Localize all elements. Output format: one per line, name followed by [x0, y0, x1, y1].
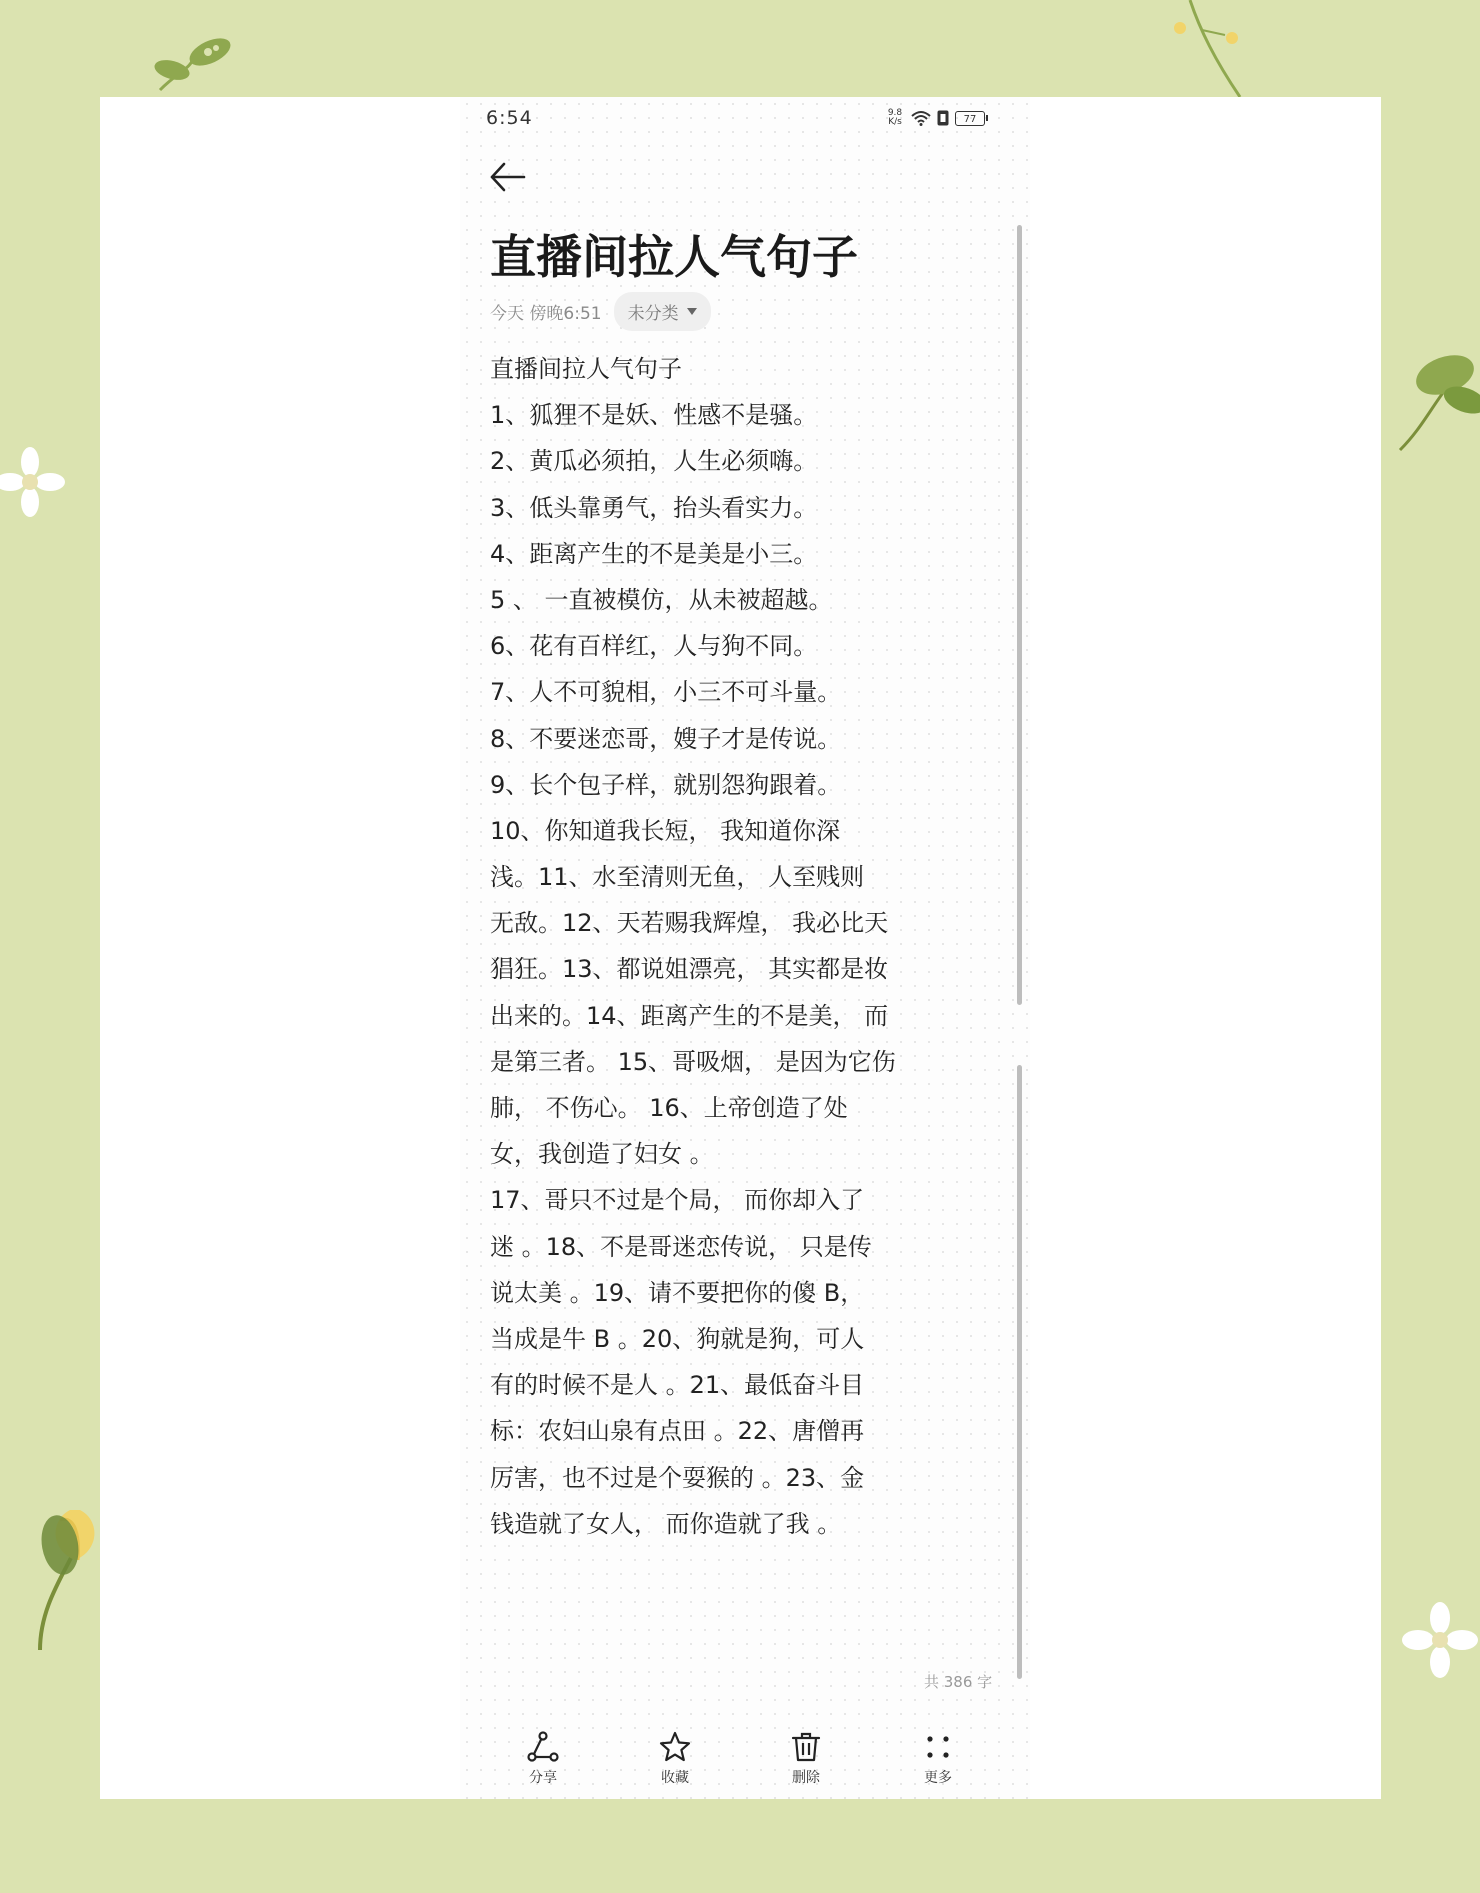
note-timestamp: 今天 傍晚6:51 — [490, 304, 602, 324]
delete-label: 删除 — [792, 1770, 820, 1786]
note-meta — [490, 292, 711, 331]
note-line: 出来的。14、距离产生的不是美， 而 — [490, 1001, 889, 1030]
note-line: 钱造就了女人， 而你造就了我 。 — [490, 1509, 842, 1538]
more-label: 更多 — [924, 1770, 952, 1786]
share-button[interactable] — [508, 1729, 578, 1787]
trash-icon — [788, 1729, 824, 1765]
favorite-button[interactable] — [640, 1729, 710, 1787]
note-line: 标：农妇山泉有点田 。22、唐僧再 — [490, 1417, 865, 1446]
share-icon — [525, 1729, 561, 1765]
note-line: 肺， 不伤心。 16、上帝创造了处 — [490, 1094, 848, 1122]
note-line: 说太美 。19、请不要把你的傻 B， — [490, 1278, 865, 1307]
note-line: 2、黄瓜必须拍，人生必须嗨。 — [490, 447, 818, 476]
note-line: 厉害，也不过是个耍猴的 。23、金 — [490, 1463, 865, 1492]
note-line: 1、狐狸不是妖、性感不是骚。 — [490, 401, 818, 430]
phone-screen — [460, 97, 1030, 1799]
caret-down-icon — [687, 308, 697, 315]
note-line: 7、人不可貌相，小三不可斗量。 — [490, 678, 842, 707]
note-line: 无敌。12、天若赐我辉煌， 我必比天 — [490, 909, 889, 938]
note-line: 有的时候不是人 。21、最低奋斗目 — [490, 1371, 865, 1400]
left-flower-decoration — [0, 440, 70, 530]
category-label: 未分类 — [627, 304, 679, 324]
star-icon — [657, 1729, 693, 1765]
note-line: 9、长个包子样，就别怨狗跟着。 — [490, 770, 842, 799]
note-line: 10、你知道我长短， 我知道你深 — [490, 816, 841, 845]
note-line: 直播间拉人气句子 — [490, 355, 682, 383]
note-line: 是第三者。 15、哥吸烟， 是因为它伤 — [490, 1047, 896, 1076]
note-line: 8、不要迷恋哥，嫂子才是传说。 — [490, 724, 842, 753]
note-line: 当成是牛 B 。20、狗就是狗，可人 — [490, 1324, 865, 1353]
more-dots-icon — [920, 1729, 956, 1765]
note-line: 女，我创造了妇女 。 — [490, 1140, 714, 1169]
network-speed — [885, 109, 905, 127]
character-count: 共 386 字 — [924, 1673, 993, 1691]
status-time: 6:54 — [486, 107, 533, 129]
network-speed-unit: K/s — [888, 117, 902, 127]
category-dropdown[interactable] — [614, 292, 711, 331]
note-line: 3、低头靠勇气，抬头看实力。 — [490, 493, 818, 522]
share-label: 分享 — [529, 1770, 557, 1786]
note-line: 浅。11、水至清则无鱼， 人至贱则 — [490, 863, 865, 892]
sim-icon — [937, 110, 949, 126]
note-line: 猖狂。13、都说姐漂亮， 其实都是妆 — [490, 955, 889, 984]
wifi-icon — [911, 110, 931, 126]
battery-icon: 77 — [955, 111, 985, 126]
network-speed-value: 9.8 — [887, 108, 903, 118]
note-line: 17、哥只不过是个局， 而你却入了 — [490, 1186, 865, 1215]
note-title[interactable]: 直播间拉人气句子 — [490, 230, 858, 284]
right-leaf-decoration — [1390, 340, 1480, 460]
back-arrow-icon[interactable] — [486, 155, 530, 199]
note-line: 6、花有百样红，人与狗不同。 — [490, 632, 818, 661]
delete-button[interactable] — [771, 1729, 841, 1787]
top-left-leaf-decoration — [150, 30, 240, 100]
bottom-left-tulip-decoration — [20, 1490, 100, 1650]
note-body[interactable] — [490, 346, 930, 1547]
scrollbar-upper[interactable] — [1017, 225, 1022, 1005]
note-line: 5 、 一直被模仿，从未被超越。 — [490, 585, 833, 614]
favorite-label: 收藏 — [661, 1770, 689, 1786]
bottom-right-flower-decoration — [1400, 1600, 1480, 1680]
note-line: 迷 。18、不是哥迷恋传说， 只是传 — [490, 1232, 872, 1261]
status-icons — [885, 106, 985, 130]
scrollbar-lower[interactable] — [1017, 1065, 1022, 1679]
more-button[interactable] — [903, 1729, 973, 1787]
bottom-toolbar — [460, 1729, 1030, 1799]
note-line: 4、距离产生的不是美是小三。 — [490, 539, 818, 568]
top-right-branch-decoration — [1170, 0, 1260, 97]
